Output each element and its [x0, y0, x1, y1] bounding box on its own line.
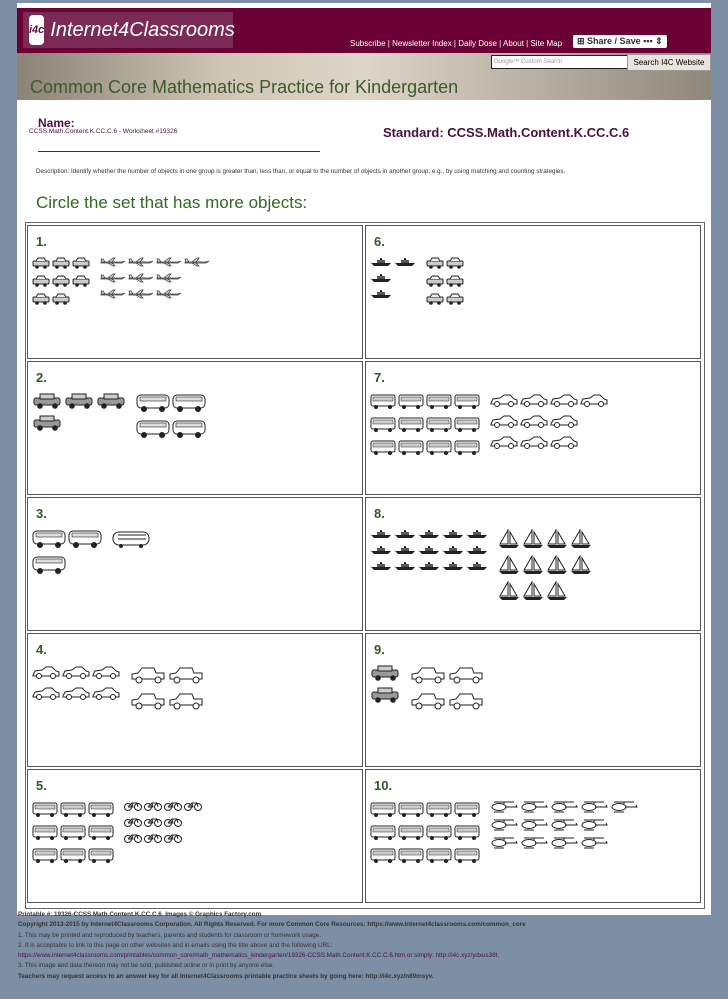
sailboat-icon	[570, 529, 592, 549]
problem-9[interactable]	[365, 633, 701, 767]
sports-car-icon	[490, 393, 518, 408]
truck-icon	[130, 691, 166, 711]
helicopter-icon	[580, 837, 608, 849]
bicycle-icon	[124, 801, 142, 811]
helicopter-icon	[580, 801, 608, 813]
problem-number: 7.	[374, 370, 385, 385]
sports-car-icon	[550, 435, 578, 450]
bicycle-icon	[184, 801, 202, 811]
truck-icon	[168, 665, 204, 685]
car-icon	[426, 257, 444, 269]
name-label: Name:	[38, 116, 75, 130]
sailboat-icon	[498, 529, 520, 549]
share-button[interactable]: ⊞ Share / Save ▪▪▪ ⇕	[573, 35, 667, 48]
boat-icon	[370, 545, 392, 555]
truck-icon	[410, 691, 446, 711]
bus-icon	[454, 824, 480, 841]
sports-car-icon	[32, 686, 60, 701]
van-icon	[172, 419, 206, 439]
bus-icon	[370, 416, 396, 433]
van-icon	[136, 419, 170, 439]
bicycle-icon	[144, 817, 162, 827]
problem-2[interactable]	[27, 361, 363, 495]
object-set[interactable]	[370, 254, 418, 308]
boat-icon	[394, 529, 416, 539]
bus-icon	[426, 416, 452, 433]
sailboat-icon	[546, 581, 568, 601]
search-input[interactable]: Google™ Custom Search	[491, 55, 629, 69]
sports-car-icon	[92, 686, 120, 701]
bicycle-icon	[124, 833, 142, 843]
bus-icon	[454, 439, 480, 456]
bus-icon	[88, 824, 114, 841]
search-button[interactable]: Search I4C Website	[627, 54, 711, 71]
nav-subscribe[interactable]: Subscribe	[350, 39, 386, 48]
note-2: 2. It is acceptable to link to this page on other websites and in emails using the title above and the following URL:	[18, 941, 333, 949]
problem-8[interactable]	[365, 497, 701, 631]
problem-6[interactable]	[365, 225, 701, 359]
bus-icon	[60, 847, 86, 864]
car-icon	[52, 257, 70, 269]
object-set[interactable]	[32, 390, 128, 442]
object-set[interactable]	[426, 254, 466, 308]
airplane-icon	[156, 257, 182, 267]
airplane-icon	[156, 273, 182, 283]
boat-icon	[394, 561, 416, 571]
object-set[interactable]	[32, 526, 104, 578]
bus-icon	[426, 824, 452, 841]
sports-car-icon	[550, 414, 578, 429]
car-icon	[52, 293, 70, 305]
bus-icon	[88, 801, 114, 818]
bus-icon	[60, 824, 86, 841]
sports-car-icon	[62, 665, 90, 680]
copyright: Copyright 2013-2015 by Internet4Classrooms Corporation. All Rights Reserved. For more Common Core Resources:	[18, 921, 366, 929]
jeep-icon	[32, 415, 62, 431]
worksheet-id: CCSS.Math.Content.K.CC.C.6 - Worksheet #19326	[29, 128, 178, 135]
bicycle-icon	[144, 801, 162, 811]
car-icon	[32, 293, 50, 305]
object-set[interactable]	[498, 526, 594, 604]
bicycle-icon	[164, 833, 182, 843]
object-set[interactable]	[490, 390, 610, 459]
sports-car-icon	[580, 393, 608, 408]
description: Description: Identify whether the number of objects in one group is greater than, less than, or equal to the number of objects in another group, e.g., by using matching and counting strategies.	[36, 168, 566, 175]
helicopter-icon	[520, 801, 548, 813]
object-set[interactable]	[370, 798, 482, 867]
bus-icon	[370, 393, 396, 410]
helicopter-icon	[490, 837, 518, 849]
object-set[interactable]	[410, 662, 486, 714]
boat-icon	[370, 529, 392, 539]
truck-icon	[448, 691, 484, 711]
answer-key-link[interactable]: http://i4c.xyz/n89msyv.	[365, 972, 434, 980]
boat-icon	[418, 561, 440, 571]
boat-icon	[370, 273, 392, 283]
common-core-link[interactable]: https://www.internet4classrooms.com/common_core	[367, 921, 526, 929]
helicopter-icon	[490, 819, 518, 831]
helicopter-icon	[490, 801, 518, 813]
boat-icon	[370, 289, 392, 299]
bus-icon	[426, 847, 452, 864]
page-title: Common Core Mathematics Practice for Kindergarten	[30, 77, 459, 97]
sports-car-icon	[520, 435, 548, 450]
airplane-icon	[100, 257, 126, 267]
bus-icon	[426, 801, 452, 818]
van-icon	[68, 529, 102, 549]
jeep-icon	[96, 393, 126, 409]
footer	[18, 910, 526, 982]
object-set[interactable]	[32, 798, 116, 867]
sailboat-icon	[498, 581, 520, 601]
bus-icon	[454, 393, 480, 410]
bus-icon	[398, 824, 424, 841]
airplane-icon	[100, 289, 126, 299]
bus-icon	[32, 847, 58, 864]
boat-icon	[442, 529, 464, 539]
airplane-icon	[156, 289, 182, 299]
van-icon	[172, 393, 206, 413]
helicopter-icon	[580, 819, 608, 831]
sailboat-icon	[522, 529, 544, 549]
object-set[interactable]	[32, 254, 92, 308]
car-icon	[72, 257, 90, 269]
bicycle-icon	[144, 833, 162, 843]
sports-car-icon	[92, 665, 120, 680]
bus-icon	[60, 801, 86, 818]
sports-car-icon	[32, 665, 60, 680]
boat-icon	[418, 545, 440, 555]
problem-number: 8.	[374, 506, 385, 521]
truck-icon	[448, 665, 484, 685]
bus-icon	[398, 801, 424, 818]
printable-number: Printable #: 19326-CCSS.Math.Content.K.CC.C.6. Images © Graphics Factory.com	[18, 911, 262, 918]
sports-car-icon	[520, 393, 548, 408]
car-icon	[32, 257, 50, 269]
sailboat-icon	[570, 555, 592, 575]
sports-car-icon	[62, 686, 90, 701]
top-nav: Subscribe | Newsletter Index | Daily Dose | About | Site Map	[350, 39, 563, 48]
note-3: 3. This image and data thereon may not be sold, published online or in print by anyone else.	[18, 962, 275, 970]
car-icon	[446, 293, 464, 305]
object-set[interactable]	[370, 526, 490, 604]
object-set[interactable]	[370, 662, 402, 714]
problem-10[interactable]	[365, 769, 701, 903]
bicycle-icon	[164, 801, 182, 811]
bus-icon	[426, 439, 452, 456]
nav-daily-dose[interactable]: Daily Dose	[458, 39, 497, 48]
sports-car-icon	[490, 435, 518, 450]
name-line	[38, 151, 320, 152]
jeep-icon	[370, 665, 400, 681]
boat-icon	[466, 529, 488, 539]
object-set[interactable]	[124, 798, 204, 867]
car-icon	[426, 293, 444, 305]
problem-4[interactable]	[27, 633, 363, 767]
boat-icon	[466, 561, 488, 571]
car-icon	[72, 275, 90, 287]
nav-newsletter[interactable]: Newsletter Index	[392, 39, 452, 48]
car-icon	[446, 275, 464, 287]
site-header	[17, 8, 711, 53]
note-1: 1. This may be printed and reproduced by teachers, parents and students for classroom or homework usage.	[18, 931, 321, 939]
share-label: Share / Save	[587, 36, 641, 46]
airplane-icon	[184, 257, 210, 267]
car-icon	[52, 275, 70, 287]
object-set[interactable]	[130, 662, 206, 714]
bus-icon	[88, 847, 114, 864]
helicopter-icon	[550, 837, 578, 849]
bus-icon	[454, 801, 480, 818]
tram-icon	[112, 529, 150, 549]
jeep-icon	[32, 393, 62, 409]
bus-icon	[454, 847, 480, 864]
problem-7[interactable]	[365, 361, 701, 495]
helicopter-icon	[520, 819, 548, 831]
bus-icon	[426, 393, 452, 410]
sailboat-icon	[546, 555, 568, 575]
van-icon	[32, 529, 66, 549]
sailboat-icon	[546, 529, 568, 549]
instruction: Circle the set that has more objects:	[36, 193, 308, 212]
boat-icon	[394, 257, 416, 267]
problem-3[interactable]	[27, 497, 363, 631]
sports-car-icon	[550, 393, 578, 408]
answer-key-note: Teachers may request access to an answer key for all Internet4Classrooms printable practice sheets by going here:	[18, 972, 364, 980]
object-set[interactable]	[490, 798, 640, 867]
problem-number: 10.	[374, 778, 393, 793]
sailboat-icon	[498, 555, 520, 575]
worksheet-url[interactable]: https://www.internet4classrooms.com/printables/common_core/math_mathematics_kindergarten/19326-CCSS.Math.Content.K.CC.C.6.htm or simply: http://i4c.xyz/ydxus38t.	[18, 952, 500, 960]
helicopter-icon	[550, 801, 578, 813]
helicopter-icon	[520, 837, 548, 849]
airplane-icon	[128, 257, 154, 267]
bus-icon	[370, 847, 396, 864]
boat-icon	[370, 257, 392, 267]
object-set[interactable]	[32, 662, 122, 714]
truck-icon	[130, 665, 166, 685]
object-set[interactable]	[100, 254, 212, 308]
airplane-icon	[128, 273, 154, 283]
logo-text: Internet4Classrooms	[50, 18, 235, 41]
bus-icon	[398, 847, 424, 864]
bicycle-icon	[124, 817, 142, 827]
helicopter-icon	[550, 819, 578, 831]
van-icon	[32, 555, 66, 575]
boat-icon	[442, 545, 464, 555]
boat-icon	[370, 561, 392, 571]
worksheet-page	[17, 3, 711, 915]
boat-icon	[466, 545, 488, 555]
bus-icon	[370, 824, 396, 841]
bus-icon	[454, 416, 480, 433]
car-icon	[426, 275, 444, 287]
problem-number: 9.	[374, 642, 385, 657]
standard-label: Standard: CCSS.Math.Content.K.CC.C.6	[383, 125, 630, 140]
airplane-icon	[100, 273, 126, 283]
boat-icon	[418, 529, 440, 539]
car-icon	[32, 275, 50, 287]
object-set[interactable]	[112, 526, 152, 578]
bicycle-icon	[164, 817, 182, 827]
problem-number: 2.	[36, 370, 47, 385]
bus-icon	[398, 416, 424, 433]
problem-number: 1.	[36, 234, 47, 249]
truck-icon	[168, 691, 204, 711]
bus-icon	[398, 439, 424, 456]
bus-icon	[370, 439, 396, 456]
problem-grid	[25, 222, 705, 909]
boat-icon	[394, 545, 416, 555]
bus-icon	[32, 824, 58, 841]
jeep-icon	[370, 687, 400, 703]
problem-number: 6.	[374, 234, 385, 249]
bus-icon	[370, 801, 396, 818]
sports-car-icon	[490, 414, 518, 429]
problem-1[interactable]	[27, 225, 363, 359]
boat-icon	[442, 561, 464, 571]
problem-number: 3.	[36, 506, 47, 521]
bus-icon	[398, 393, 424, 410]
sailboat-icon	[522, 555, 544, 575]
car-icon	[446, 257, 464, 269]
problem-number: 5.	[36, 778, 47, 793]
bus-icon	[32, 801, 58, 818]
nav-site-map[interactable]: Site Map	[530, 39, 563, 48]
object-set[interactable]	[370, 390, 482, 459]
nav-about[interactable]: About	[503, 39, 524, 48]
van-icon	[136, 393, 170, 413]
problem-5[interactable]	[27, 769, 363, 903]
logo-mark: i4c	[29, 15, 44, 45]
sports-car-icon	[520, 414, 548, 429]
truck-icon	[410, 665, 446, 685]
object-set[interactable]	[136, 390, 208, 442]
problem-number: 4.	[36, 642, 47, 657]
airplane-icon	[128, 289, 154, 299]
jeep-icon	[64, 393, 94, 409]
site-logo[interactable]	[23, 12, 233, 48]
sailboat-icon	[522, 581, 544, 601]
helicopter-icon	[610, 801, 638, 813]
